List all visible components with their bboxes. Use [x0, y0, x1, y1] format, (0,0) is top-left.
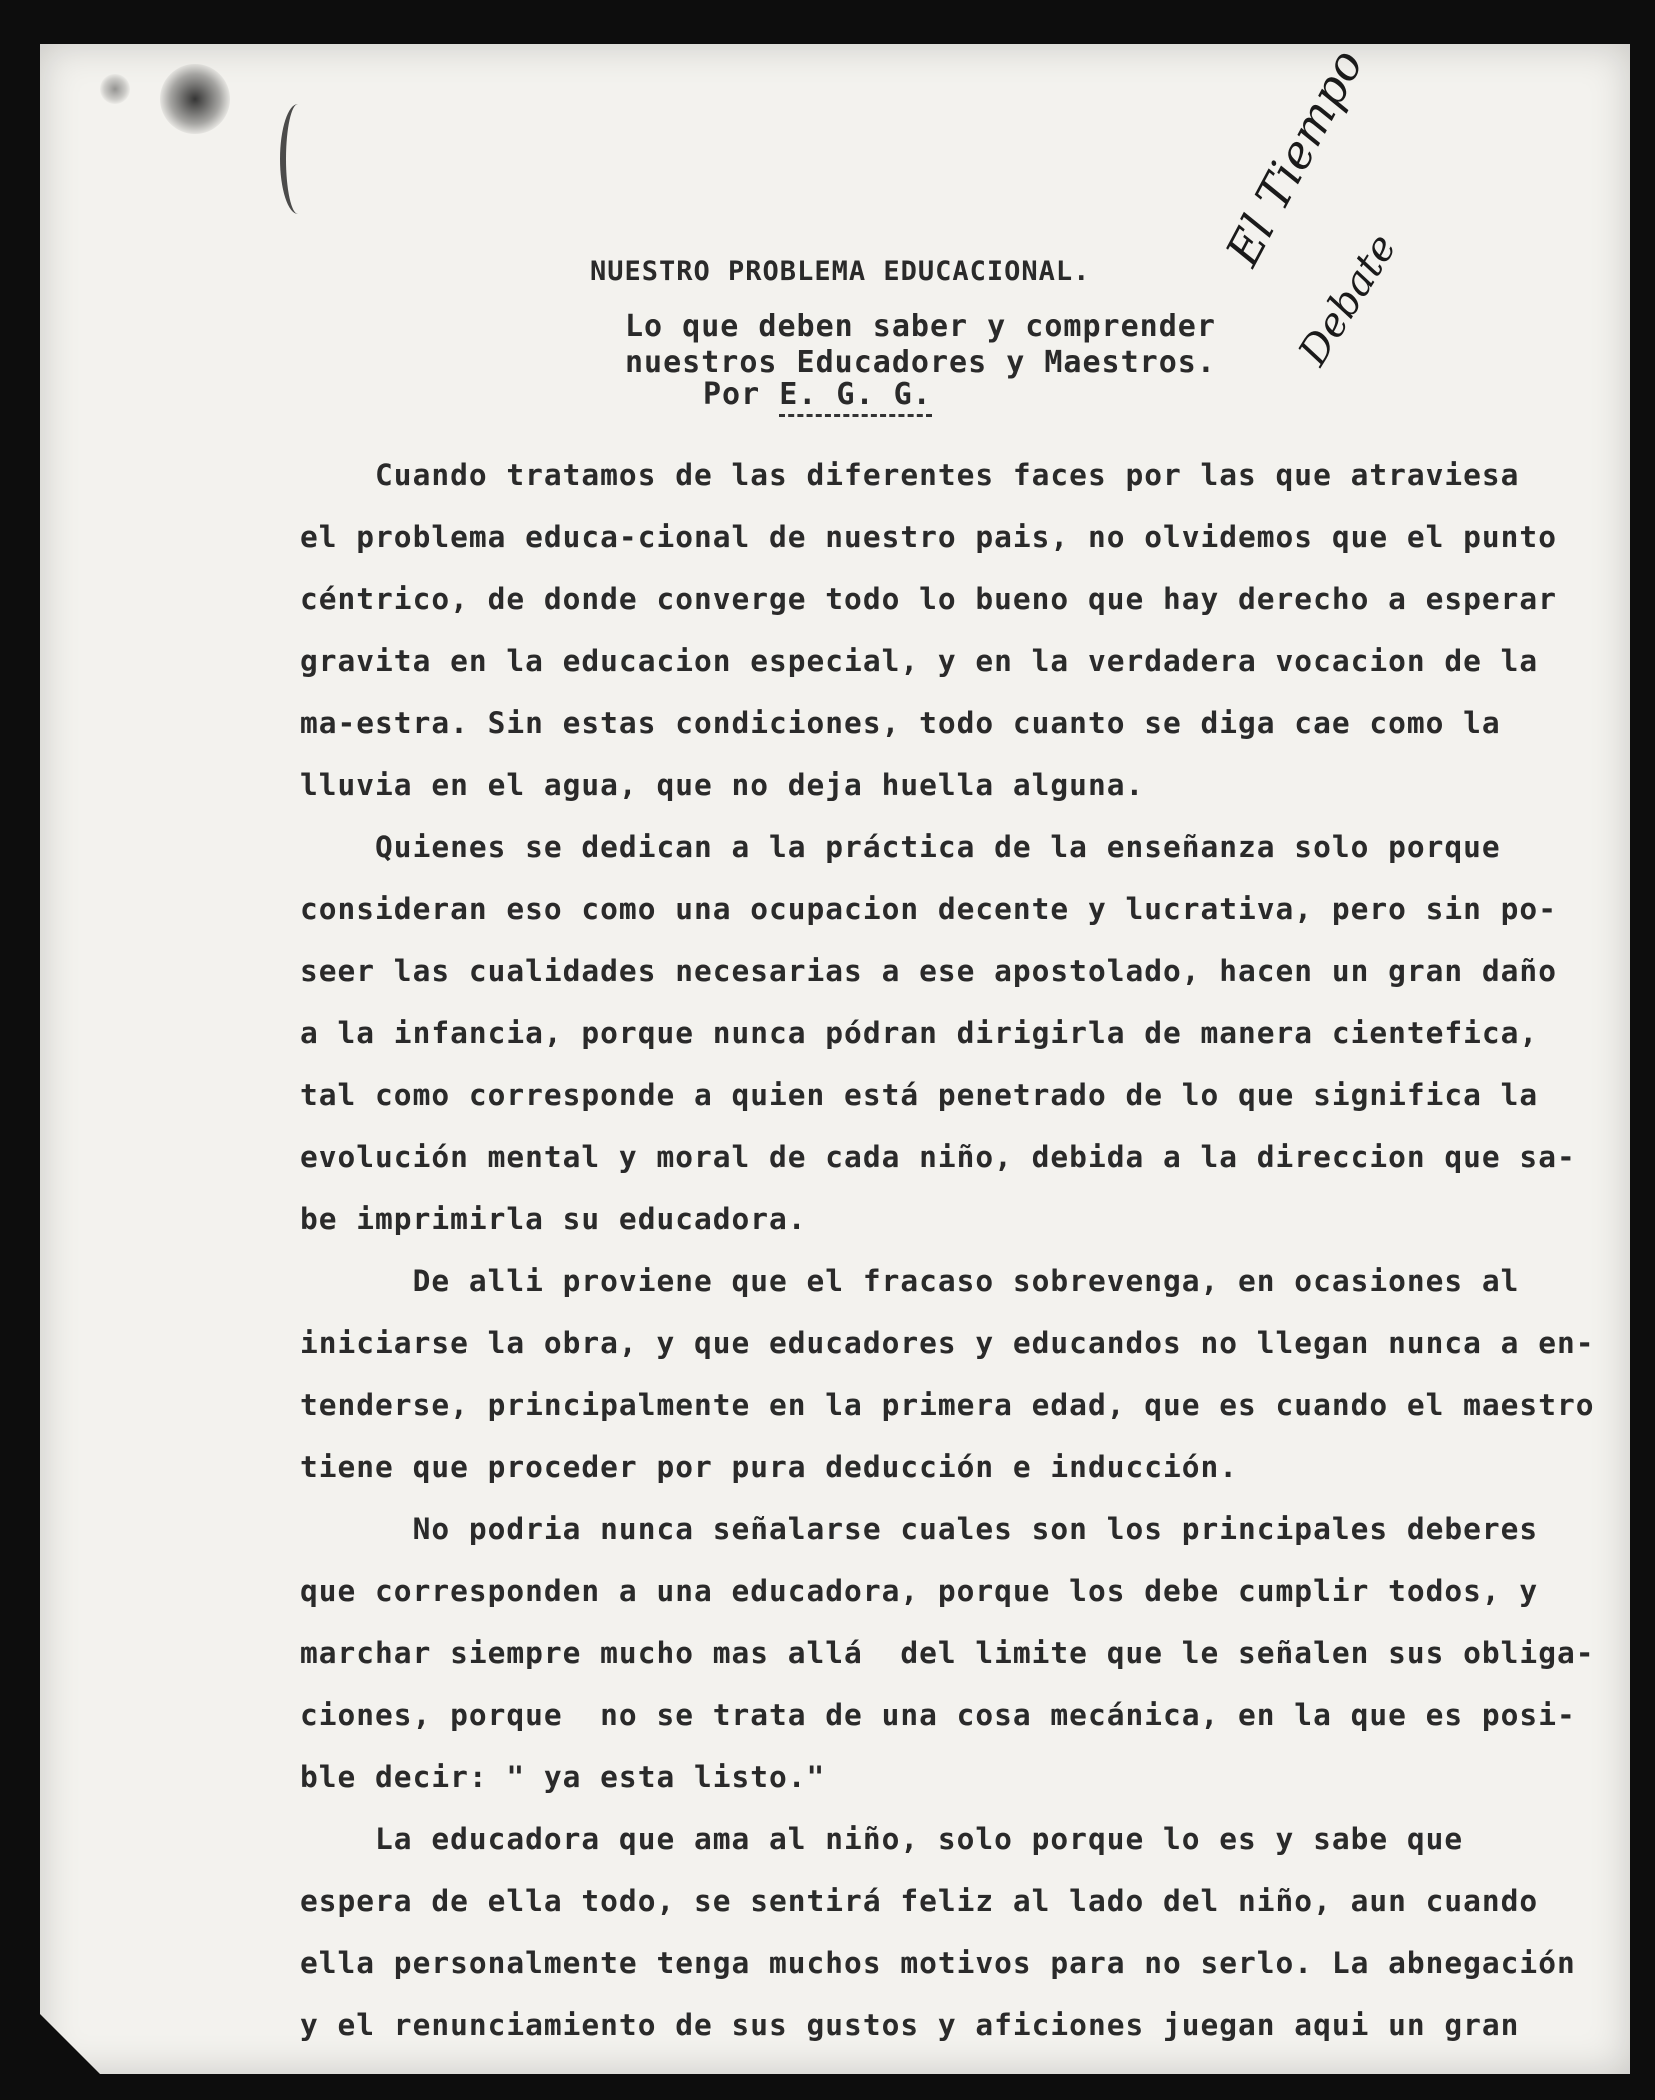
body-line: De alli proviene que el fracaso sobrevenga, en ocasiones al	[300, 1264, 1520, 1298]
body-line: La educadora que ama al niño, solo porque lo es y sabe que	[300, 1822, 1464, 1856]
body-line: espera de ella todo, se sentirá feliz al lado del niño, aun cuando	[300, 1884, 1539, 1918]
body-line: Cuando tratamos de las diferentes faces por las que atraviesa	[300, 458, 1520, 492]
subtitle-line-1: Lo que deben saber y comprender	[625, 309, 1216, 344]
body-line: evolución mental y moral de cada niño, debida a la direccion que sa-	[300, 1140, 1576, 1174]
body-line: be imprimirla su educadora.	[300, 1202, 807, 1236]
ink-smudge	[100, 74, 130, 104]
body-line: consideran eso como una ocupacion decente y lucrativa, pero sin po-	[300, 892, 1557, 926]
handwritten-note-line-1: El Tiempo	[1215, 40, 1374, 275]
byline-prefix: Por	[703, 377, 761, 412]
body-line: Quienes se dedican a la práctica de la enseñanza solo porque	[300, 830, 1501, 864]
body-line: gravita en la educacion especial, y en la verdadera vocacion de la	[300, 644, 1539, 678]
body-line: No podria nunca señalarse cuales son los principales deberes	[300, 1512, 1539, 1546]
document-body	[300, 444, 1610, 2056]
document-byline	[703, 377, 932, 417]
typed-page	[40, 40, 1630, 2074]
body-line: ella personalmente tenga muchos motivos para no serlo. La abnegación	[300, 1946, 1576, 1980]
ink-smudge	[160, 64, 230, 134]
body-line: céntrico, de donde converge todo lo bueno que hay derecho a esperar	[300, 582, 1557, 616]
body-line: tal como corresponde a quien está penetrado de lo que significa la	[300, 1078, 1539, 1112]
document-title: NUESTRO PROBLEMA EDUCACIONAL.	[590, 256, 1091, 287]
body-line: ma-estra. Sin estas condiciones, todo cuanto se diga cae como la	[300, 706, 1501, 740]
page-corner-fold	[40, 2014, 100, 2074]
body-line: y el renunciamiento de sus gustos y aficiones juegan aqui un gran	[300, 2008, 1520, 2042]
body-line: seer las cualidades necesarias a ese apostolado, hacen un gran daño	[300, 954, 1557, 988]
body-line: ciones, porque no se trata de una cosa mecánica, en la que es posi-	[300, 1698, 1576, 1732]
body-line: tiene que proceder por pura deducción e inducción.	[300, 1450, 1239, 1484]
body-line: ble decir: " ya esta listo."	[300, 1760, 826, 1794]
handwritten-note	[1215, 40, 1455, 374]
byline-initials: E. G. G.	[779, 377, 932, 417]
body-line: lluvia en el agua, que no deja huella alguna.	[300, 768, 1145, 802]
body-line: marchar siempre mucho mas allá del limite que le señalen sus obliga-	[300, 1636, 1595, 1670]
handwritten-bracket-mark	[280, 104, 316, 214]
document-subtitle	[625, 309, 1216, 381]
body-line: que corresponden a una educadora, porque los debe cumplir todos, y	[300, 1574, 1539, 1608]
handwritten-note-line-2: Debate	[1290, 226, 1406, 374]
body-line: tenderse, principalmente en la primera edad, que es cuando el maestro	[300, 1388, 1595, 1422]
body-line: a la infancia, porque nunca pódran dirigirla de manera cientefica,	[300, 1016, 1539, 1050]
subtitle-line-2: nuestros Educadores y Maestros.	[625, 345, 1216, 380]
body-line: iniciarse la obra, y que educadores y educandos no llegan nunca a en-	[300, 1326, 1595, 1360]
body-line: el problema educa-cional de nuestro pais, no olvidemos que el punto	[300, 520, 1557, 554]
